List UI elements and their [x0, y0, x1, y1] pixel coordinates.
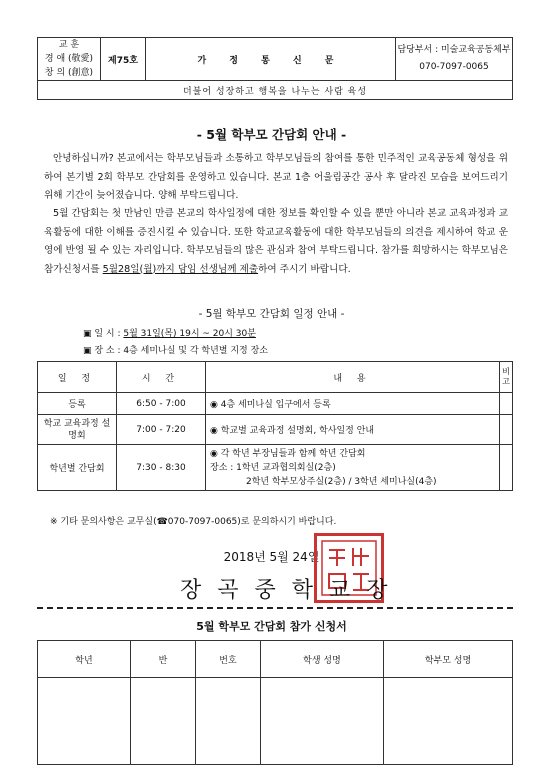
- slogan: 더불어 성장하고 행복을 나누는 사람 육성: [38, 81, 513, 100]
- form-col-class: 반: [131, 641, 196, 678]
- when-value: 5월 31일(목) 19시 ~ 20시 30분: [123, 329, 256, 339]
- form-col-number: 번호: [196, 641, 261, 678]
- notice-heading: - 5월 학부모 간담회 안내 -: [196, 127, 347, 142]
- row-note: [500, 445, 513, 491]
- schedule-heading: - 5월 학부모 간담회 일정 안내 -: [198, 308, 345, 320]
- parent-name-field[interactable]: [384, 678, 513, 765]
- table-row: [38, 393, 513, 415]
- col-content: 내 용: [206, 362, 500, 393]
- schedule-where: ▣ 장 소 : 4층 세미나실 및 각 학년별 지정 장소: [83, 346, 268, 356]
- contact-info: [396, 38, 513, 81]
- motto-label: 교 훈: [58, 40, 80, 50]
- class-field[interactable]: [131, 678, 196, 765]
- row-content: ◉ 학교별 교육과정 설명회, 학사일정 안내: [206, 415, 500, 445]
- phone: 070-7097-0065: [419, 62, 489, 72]
- paragraph-2-end: 하여 주시기 바랍니다.: [258, 263, 351, 275]
- student-name-field[interactable]: [261, 678, 384, 765]
- form-col-student-name: 학생 성명: [261, 641, 384, 678]
- form-col-parent-name: 학부모 성명: [384, 641, 513, 678]
- col-event: 일 정: [38, 362, 117, 393]
- cut-line: [37, 607, 513, 609]
- col-note: 비고: [500, 362, 513, 393]
- form-col-grade: 학년: [38, 641, 131, 678]
- schedule-table: [37, 361, 513, 491]
- header-table: [37, 37, 513, 100]
- content-line-2: 장소 : 1학년 교과협의회실(2층): [210, 462, 336, 473]
- form-header-row: [38, 641, 513, 678]
- when-label: ▣ 일 시 :: [83, 329, 124, 339]
- paragraph-2-main: 5월 간담회는 첫 만남인 만큼 본교의 학사일정에 대한 정보를 확인할 수 있을 뿐만 아니라 본교 교육과정과 교육활동에 대한 이해를 증진시킬 수 있습니다. 또한 학교교육활동에 대한 학부모님들의 의견을 제시하여 학교 운영에 반영 될 수 있는 자리입니다. 학부모님들의 많은 관심과 참여 부탁드립니다. 참가를 희망하시는 학부모님은 참가신청서를: [44, 208, 508, 275]
- school-motto: [38, 38, 101, 81]
- row-event: 등록: [38, 393, 117, 415]
- schedule-when: [83, 326, 256, 339]
- row-note: [500, 393, 513, 415]
- issue-date: 2018년 5월 24일: [223, 550, 320, 564]
- form-title: 5월 학부모 간담회 참가 신청서: [196, 620, 347, 633]
- row-note: [500, 415, 513, 445]
- school-name: 장곡중학교장: [180, 578, 404, 603]
- notice-paragraph-1: 안녕하십니까? 본교에서는 학부모님들과 소통하고 학부모님들의 참여를 통한 민주적인 교육공동체 형성을 위하여 본기별 2회 학부모 간담회를 운영하고 있습니다. 본교 1층 어울림공간 공사 후 달라진 모습을 보여드리기 위해 기간이 늦어졌습니다. 양해 부탁드립니다.: [44, 153, 508, 201]
- table-row: [38, 415, 513, 445]
- motto-2: 창 의 (創意): [44, 68, 94, 78]
- content-line-1: ◉ 각 학년 부장님들과 함께 학년 간담회: [210, 448, 366, 459]
- page-title: 가 정 통 신 문: [146, 38, 396, 81]
- row-event: 학교 교육과정 설명회: [38, 415, 117, 445]
- grade-field[interactable]: [38, 678, 131, 765]
- deadline-emphasis: 5월28일(월)까지 담임 선생님께 제출: [102, 263, 259, 275]
- form-entry-row: [38, 678, 513, 765]
- number-field[interactable]: [196, 678, 261, 765]
- motto-1: 경 애 (敬愛): [44, 54, 94, 64]
- row-time: 7:00 - 7:20: [117, 415, 206, 445]
- col-time: 시 간: [117, 362, 206, 393]
- content-line-3: 2학년 학부모상주실(2층) / 3학년 세미나실(4층): [246, 476, 437, 487]
- notice-paragraph-2: [44, 205, 508, 279]
- row-content: ◉ 4층 세미나실 입구에서 등록: [206, 393, 500, 415]
- row-time: 6:50 - 7:00: [117, 393, 206, 415]
- row-event: 학년별 간담회: [38, 445, 117, 491]
- inquiry-note: ※ 기타 문의사항은 교무실(☎070-7097-0065)로 문의하시기 바랍니다.: [50, 517, 337, 527]
- table-row: [38, 445, 513, 491]
- row-content: [206, 445, 500, 491]
- row-time: 7:30 - 8:30: [117, 445, 206, 491]
- department: 담당부서 : 미술교육공동체부: [397, 45, 511, 55]
- application-form-table: [37, 640, 513, 765]
- issue-number: 제75호: [101, 38, 146, 81]
